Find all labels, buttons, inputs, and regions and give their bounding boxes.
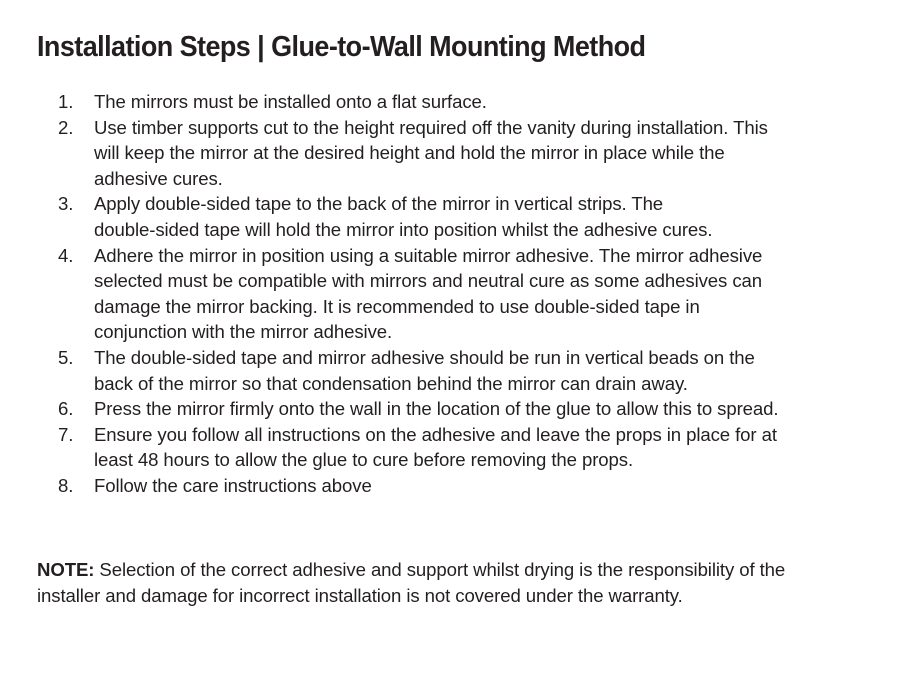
step-item-8 xyxy=(58,473,908,499)
step-number: 3. xyxy=(58,193,74,215)
step-text-line: conjunction with the mirror adhesive. xyxy=(94,321,393,343)
step-text-line: damage the mirror backing. It is recommended to use double-sided tape in xyxy=(94,295,700,317)
step-text-line: The double-sided tape and mirror adhesive should be run in vertical beads on the xyxy=(94,346,755,368)
step-text-line: back of the mirror so that condensation behind the mirror can drain away. xyxy=(94,372,688,394)
note-line: installer and damage for incorrect installation is not covered under the warranty. xyxy=(37,584,683,606)
step-item-4 xyxy=(58,243,908,345)
note-label: NOTE: xyxy=(37,559,95,580)
installation-steps-list xyxy=(58,89,908,499)
page-title: Installation Steps | Glue-to-Wall Mounting Method xyxy=(37,31,646,63)
step-text-line: double-sided tape will hold the mirror into position whilst the adhesive cures. xyxy=(94,218,713,240)
step-item-7 xyxy=(58,422,908,473)
step-text-line: Use timber supports cut to the height required off the vanity during installation. This xyxy=(94,116,768,138)
step-number: 2. xyxy=(58,116,74,138)
step-item-6 xyxy=(58,396,908,422)
step-item-3 xyxy=(58,191,908,242)
step-text-line: Ensure you follow all instructions on the adhesive and leave the props in place for at xyxy=(94,423,777,445)
step-text-line: least 48 hours to allow the glue to cure before removing the props. xyxy=(94,449,634,471)
step-number: 6. xyxy=(58,398,74,420)
step-text-line: The mirrors must be installed onto a flat surface. xyxy=(94,91,487,112)
step-text-line: will keep the mirror at the desired height and hold the mirror in place while the xyxy=(94,142,725,164)
step-number: 1. xyxy=(58,91,74,112)
step-number: 7. xyxy=(58,423,74,445)
note-line xyxy=(37,557,907,583)
step-number: 4. xyxy=(58,244,74,266)
step-text-line: selected must be compatible with mirrors and neutral cure as some adhesives can xyxy=(94,270,762,292)
step-text-line: Adhere the mirror in position using a suitable mirror adhesive. The mirror adhesive xyxy=(94,244,763,266)
note-text: Selection of the correct adhesive and support whilst drying is the responsibility of the xyxy=(94,559,786,580)
step-item-1 xyxy=(58,89,908,115)
step-number: 8. xyxy=(58,474,74,496)
step-item-2 xyxy=(58,115,908,192)
warranty-note xyxy=(37,557,907,608)
step-text-line: Apply double-sided tape to the back of the mirror in vertical strips. The xyxy=(94,193,664,215)
step-item-5 xyxy=(58,345,908,396)
step-number: 5. xyxy=(58,346,74,368)
step-text-line: Follow the care instructions above xyxy=(94,474,372,496)
step-text-line: Press the mirror firmly onto the wall in the location of the glue to allow this to spread. xyxy=(94,398,779,420)
step-text-line: adhesive cures. xyxy=(94,167,223,189)
